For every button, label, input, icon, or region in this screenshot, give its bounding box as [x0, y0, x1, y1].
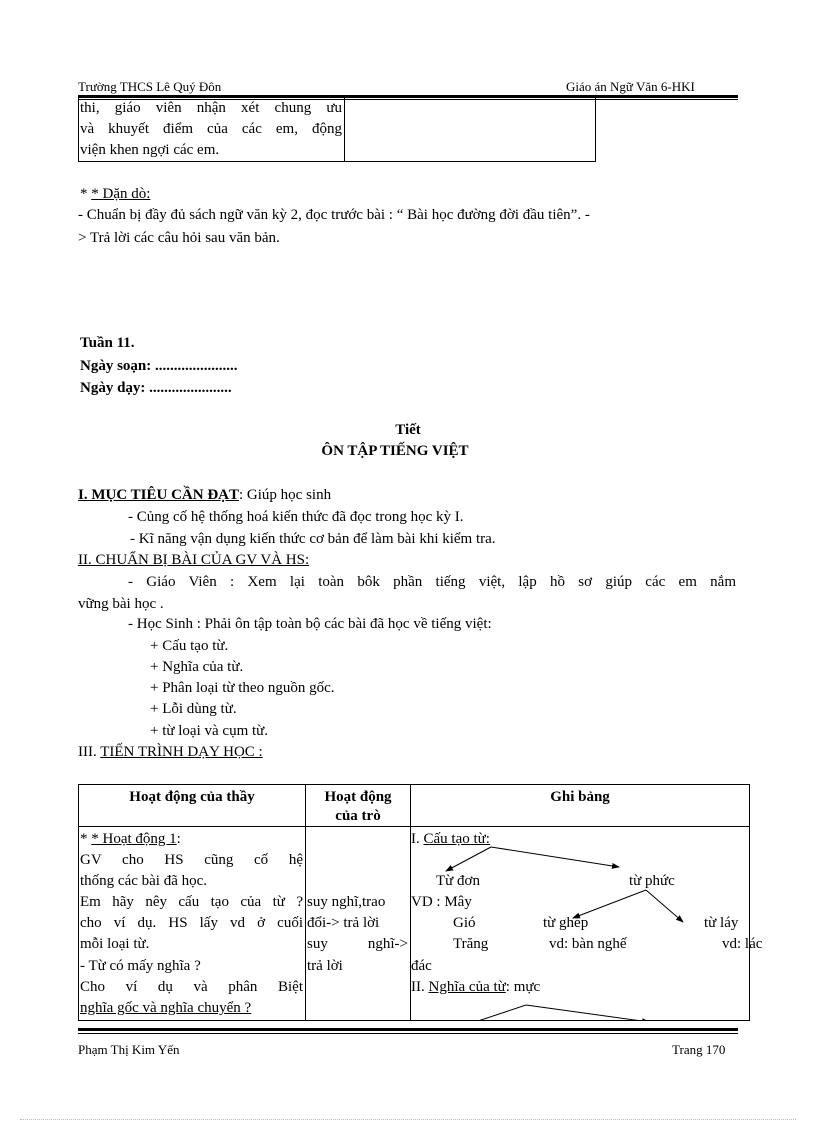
- board-section2-heading: II. Nghĩa của từ: mực: [411, 979, 541, 995]
- homework-line: > Trả lời các câu hỏi sau văn bản.: [78, 230, 280, 246]
- hs-item: + Nghĩa của từ.: [150, 659, 244, 675]
- footer-author: Phạm Thị Kim Yến: [78, 1042, 180, 1057]
- page-edge: [20, 1119, 796, 1120]
- col-header-board: Ghi bảng: [550, 789, 610, 805]
- board-vd-ban-nghe: vd: bàn nghế: [549, 936, 627, 952]
- board-vd-lac: vd: lác: [722, 936, 763, 952]
- section1-item: - Kĩ năng vận dụng kiến thức cơ bản để làm bài khi kiểm tra.: [130, 531, 496, 547]
- col-header-teacher: Hoạt động của thầy: [129, 789, 255, 805]
- teacher-line: nghĩa gốc và nghĩa chuyển ?: [80, 1000, 252, 1016]
- teacher-line: cho ví dụ. HS lấy vd ở cuối: [80, 915, 303, 931]
- prev-table-line: và khuyết điểm của các em, động: [80, 121, 342, 137]
- hs-item: + Cấu tạo từ.: [150, 638, 229, 654]
- board-section1-heading: I. Cấu tạo từ:: [411, 831, 490, 847]
- homework-line: - Chuẩn bị đầy đủ sách ngữ văn kỳ 2, đọc trước bài : “ Bài học đường đời đầu tiên”. -: [78, 207, 590, 223]
- prev-table-line: thi, giáo viên nhận xét chung ưu: [80, 100, 342, 116]
- teacher-line: Em hãy nêy cấu tạo của từ ?: [80, 894, 303, 910]
- board-tu-phuc: từ phức: [629, 873, 675, 889]
- lesson-period: Tiết: [395, 422, 421, 438]
- teacher-line: thống các bài đã học.: [80, 873, 208, 889]
- board-tu-don: Từ đơn: [436, 873, 480, 889]
- header-subject: Giáo án Ngữ Văn 6-HKI: [566, 79, 695, 94]
- section2-heading: II. CHUẨN BỊ BÀI CỦA GV VÀ HS:: [78, 552, 310, 568]
- footer-page: Trang 170: [672, 1042, 726, 1057]
- section1-heading: I. MỤC TIÊU CẦN ĐẠT: Giúp học sinh: [78, 487, 332, 503]
- board-gio: Gió: [453, 915, 476, 931]
- homework-label: * * Dặn dò:: [80, 186, 151, 202]
- board-trang: Trăng: [453, 936, 489, 952]
- week-title: Tuần 11.: [80, 335, 135, 351]
- col-header-student-2: của trò: [335, 808, 381, 824]
- board-vd-may: VD : Mây: [411, 894, 472, 910]
- board-dac: đác: [411, 958, 432, 974]
- prev-table-line: viện khen ngợi các em.: [80, 142, 220, 158]
- date-prepared: Ngày soạn: ......................: [80, 358, 238, 374]
- lesson-title: ÔN TẬP TIẾNG VIỆT: [321, 443, 469, 459]
- student-line: suy nghĩ->: [307, 936, 408, 952]
- teacher-line: - Từ có mấy nghĩa ?: [80, 958, 201, 974]
- hs-item: + Lỗi dùng từ.: [150, 701, 237, 717]
- section2-gv-line: - Giáo Viên : Xem lại toàn bôk phần tiếng việt, lập hồ sơ giúp các em nắm: [128, 574, 736, 590]
- student-line: trả lời: [307, 958, 343, 974]
- student-line: suy nghĩ,trao: [307, 894, 386, 910]
- footer-rule-thin: [78, 1033, 738, 1034]
- student-line: đổi-> trả lời: [307, 915, 380, 931]
- date-taught: Ngày dạy: ......................: [80, 380, 232, 396]
- teacher-line: mỗi loại từ.: [80, 936, 150, 952]
- section3-heading: III. TIẾN TRÌNH DẠY HỌC :: [78, 744, 263, 760]
- teacher-line: Cho ví dụ và phân Biệt: [80, 979, 303, 995]
- section1-item: - Củng cố hệ thống hoá kiến thức đã đọc trong học kỳ I.: [128, 509, 464, 525]
- teacher-line: GV cho HS cũng cố hệ: [80, 852, 303, 868]
- section2-hs-line: - Học Sinh : Phải ôn tập toàn bộ các bài đã học về tiếng việt:: [128, 616, 492, 632]
- board-tu-ghep: từ ghép: [543, 915, 589, 931]
- hs-item: + Phân loại từ theo nguồn gốc.: [150, 680, 335, 696]
- section2-gv-line: vững bài học .: [78, 596, 164, 612]
- word-structure-arrows: [411, 827, 749, 1020]
- footer-rule-thick: [78, 1028, 738, 1031]
- activity-label: * * Hoạt động 1:: [80, 831, 181, 847]
- header-school: Trường THCS Lê Quý Đôn: [78, 79, 222, 94]
- col-header-student-1: Hoạt động: [324, 789, 392, 805]
- board-tu-lay: từ láy: [704, 915, 739, 931]
- hs-item: + từ loại và cụm từ.: [150, 723, 269, 739]
